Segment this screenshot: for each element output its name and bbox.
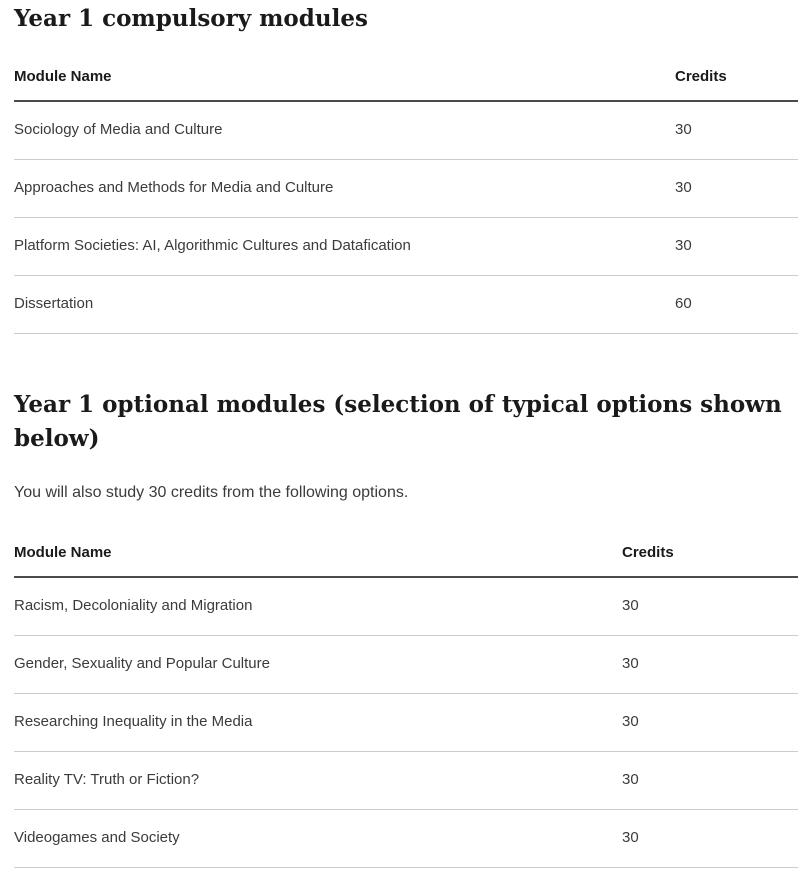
module-name-cell: Approaches and Methods for Media and Culture — [14, 159, 675, 217]
module-name-cell: Racism, Decoloniality and Migration — [14, 577, 622, 636]
table-row — [14, 275, 798, 333]
module-name-cell: Gender, Sexuality and Popular Culture — [14, 635, 622, 693]
table-row — [14, 577, 798, 636]
column-header-credits: Credits — [675, 67, 798, 101]
module-name-cell: Reality TV: Truth or Fiction? — [14, 751, 622, 809]
optional-modules-table — [14, 543, 798, 868]
table-row — [14, 159, 798, 217]
table-row — [14, 751, 798, 809]
column-header-module-name: Module Name — [14, 543, 622, 577]
compulsory-modules-heading: Year 1 compulsory modules — [14, 5, 368, 32]
column-header-module-name: Module Name — [14, 67, 675, 101]
credits-cell: 30 — [622, 751, 798, 809]
table-row — [14, 635, 798, 693]
table-row — [14, 809, 798, 867]
credits-cell: 30 — [675, 101, 798, 160]
module-name-cell: Researching Inequality in the Media — [14, 693, 622, 751]
table-row — [14, 693, 798, 751]
optional-modules-intro: You will also study 30 credits from the following options. — [14, 483, 409, 501]
table-header-row — [14, 67, 798, 101]
module-name-cell: Dissertation — [14, 275, 675, 333]
module-name-cell: Sociology of Media and Culture — [14, 101, 675, 160]
credits-cell: 30 — [675, 217, 798, 275]
column-header-credits: Credits — [622, 543, 798, 577]
optional-modules-heading: Year 1 optional modules (selection of typical options shown below) — [14, 390, 782, 452]
module-name-cell: Platform Societies: AI, Algorithmic Cultures and Datafication — [14, 217, 675, 275]
table-row — [14, 101, 798, 160]
module-name-cell: Videogames and Society — [14, 809, 622, 867]
credits-cell: 30 — [675, 159, 798, 217]
credits-cell: 30 — [622, 577, 798, 636]
compulsory-modules-table — [14, 67, 798, 334]
credits-cell: 60 — [675, 275, 798, 333]
credits-cell: 30 — [622, 693, 798, 751]
table-header-row — [14, 543, 798, 577]
table-row — [14, 217, 798, 275]
credits-cell: 30 — [622, 635, 798, 693]
credits-cell: 30 — [622, 809, 798, 867]
